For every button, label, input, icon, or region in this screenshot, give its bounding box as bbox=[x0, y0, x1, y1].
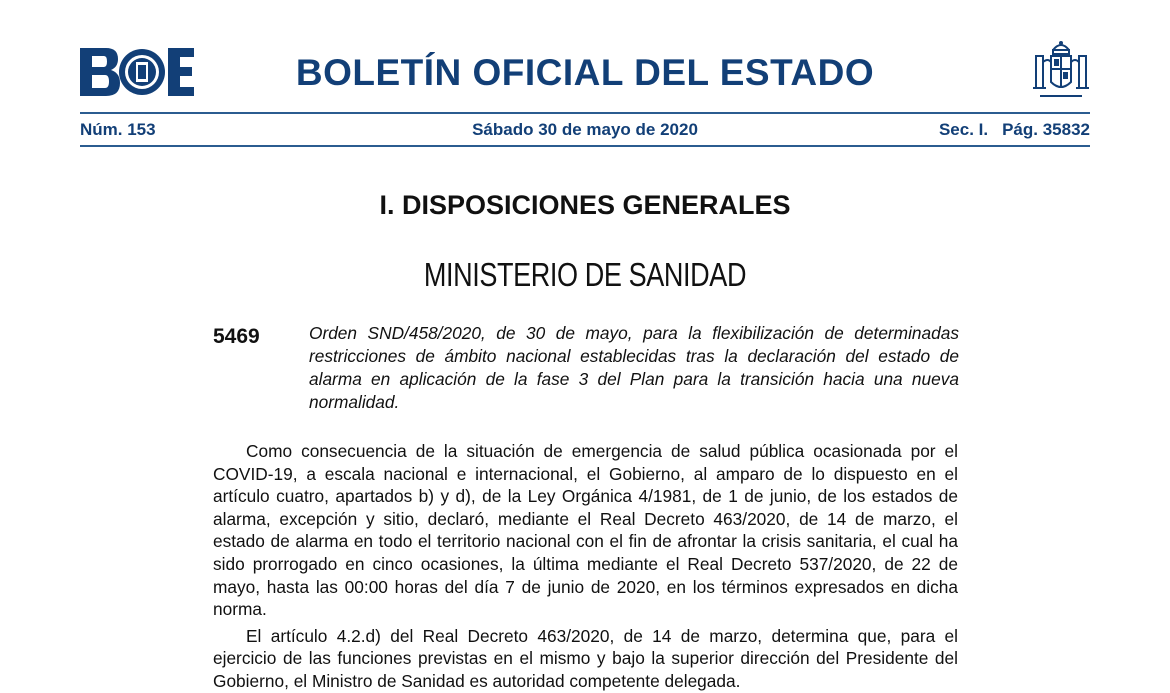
section-label: Sec. I. bbox=[938, 120, 989, 139]
reference-number: 5469 bbox=[213, 325, 260, 348]
header-rule-bottom bbox=[80, 145, 1090, 147]
issue-number: Núm. 153 bbox=[80, 120, 156, 139]
body-paragraph: Como consecuencia de la situación de emergencia de salud pública ocasionada por el COVID-19, a escala nacional e internacional, el Gobierno, al amparo de lo dispuesto en el artículo cuatro, apartados b) y d), de la Ley Orgánica 4/1981, de 1 de junio, de los estados de alarma, excepción y sitio, declaró, mediante el Real Decreto 463/2020, de 14 de marzo, el estado de alarma en todo el territorio nacional con el fin de afrontar la crisis sanitaria, el cual ha sido prorrogado en cinco ocasiones, la última mediante el Real Decreto 537/2020, de 22 de mayo, hasta las 00:00 horas del día 7 de junio de 2020, en los términos expresados en dicha norma. bbox=[213, 441, 958, 620]
document-body bbox=[213, 440, 958, 693]
body-paragraph: El artículo 4.2.d) del Real Decreto 463/2020, de 14 de marzo, determina que, para el ejercicio de las funciones previstas en el mismo y bajo la superior dirección del Presidente del Gobierno, el Ministro de Sanidad es autoridad competente delegada. bbox=[213, 625, 958, 691]
coat-of-arms-icon bbox=[1032, 38, 1090, 102]
section-page-info bbox=[939, 120, 1090, 140]
masthead-title: BOLETÍN OFICIAL DEL ESTADO bbox=[295, 52, 875, 93]
header-rule-top bbox=[80, 112, 1090, 114]
ministry-title: MINISTERIO DE SANIDAD bbox=[423, 256, 747, 293]
section-title: I. DISPOSICIONES GENERALES bbox=[379, 190, 791, 220]
boe-logo-icon bbox=[80, 48, 194, 96]
order-title: Orden SND/458/2020, de 30 de mayo, para la flexibilización de determinadas restricciones de ámbito nacional establecidas tras la declaración del estado de alarma en aplicación de la fase 3 del Plan para la transición hacia una nueva normalidad. bbox=[309, 323, 959, 412]
page-number: Pág. 35832 bbox=[1002, 120, 1090, 139]
issue-date: Sábado 30 de mayo de 2020 bbox=[472, 120, 698, 139]
